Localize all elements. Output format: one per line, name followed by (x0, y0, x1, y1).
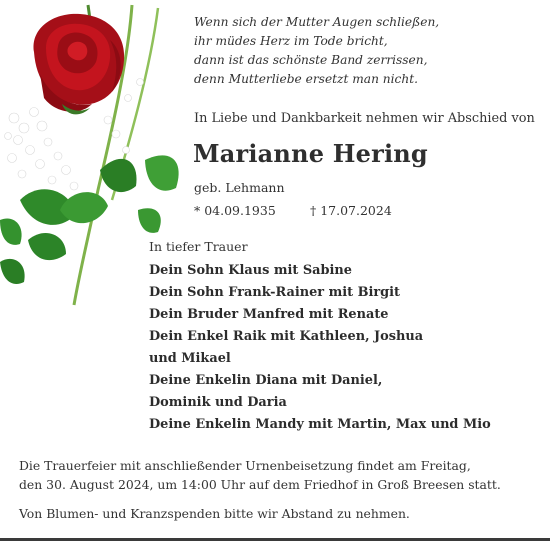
deceased-name: Marianne Hering (193, 139, 428, 168)
poem-line: Wenn sich der Mutter Augen schließen, (194, 15, 440, 29)
maiden-name: geb. Lehmann (194, 180, 285, 195)
death-date: † 17.07.2024 (310, 203, 392, 218)
poem-line: dann ist das schönste Band zerrissen, (194, 53, 428, 67)
memorial-poem (194, 13, 544, 89)
mourners-heading: In tiefer Trauer (149, 239, 248, 254)
list-item: Dein Bruder Manfred mit Renate (149, 307, 389, 322)
flowers-note: Von Blumen- und Kranzspenden bitte wir Abstand zu nehmen. (19, 506, 410, 521)
list-item: Deine Enkelin Mandy mit Martin, Max und Mio (149, 417, 491, 432)
poem-line: denn Mutterliebe ersetzt man nicht. (194, 72, 418, 86)
ceremony-line: den 30. August 2024, um 14:00 Uhr auf dem Friedhof in Groß Breesen statt. (19, 477, 501, 492)
poem-line: ihr müdes Herz im Tode bricht, (194, 34, 388, 48)
list-item: Deine Enkelin Diana mit Daniel, (149, 373, 383, 388)
list-item: Dein Enkel Raik mit Kathleen, Joshua (149, 329, 424, 344)
farewell-intro: In Liebe und Dankbarkeit nehmen wir Abschied von (194, 111, 535, 126)
list-item: Dominik und Daria (149, 395, 287, 410)
ceremony-info (19, 456, 539, 494)
ceremony-line: Die Trauerfeier mit anschließender Urnenbeisetzung findet am Freitag, (19, 458, 471, 473)
list-item: Dein Sohn Klaus mit Sabine (149, 263, 352, 278)
list-item: Dein Sohn Frank-Rainer mit Birgit (149, 285, 401, 300)
list-item: und Mikael (149, 351, 231, 366)
birth-date: * 04.09.1935 (194, 203, 276, 218)
mourners-list (149, 260, 544, 436)
